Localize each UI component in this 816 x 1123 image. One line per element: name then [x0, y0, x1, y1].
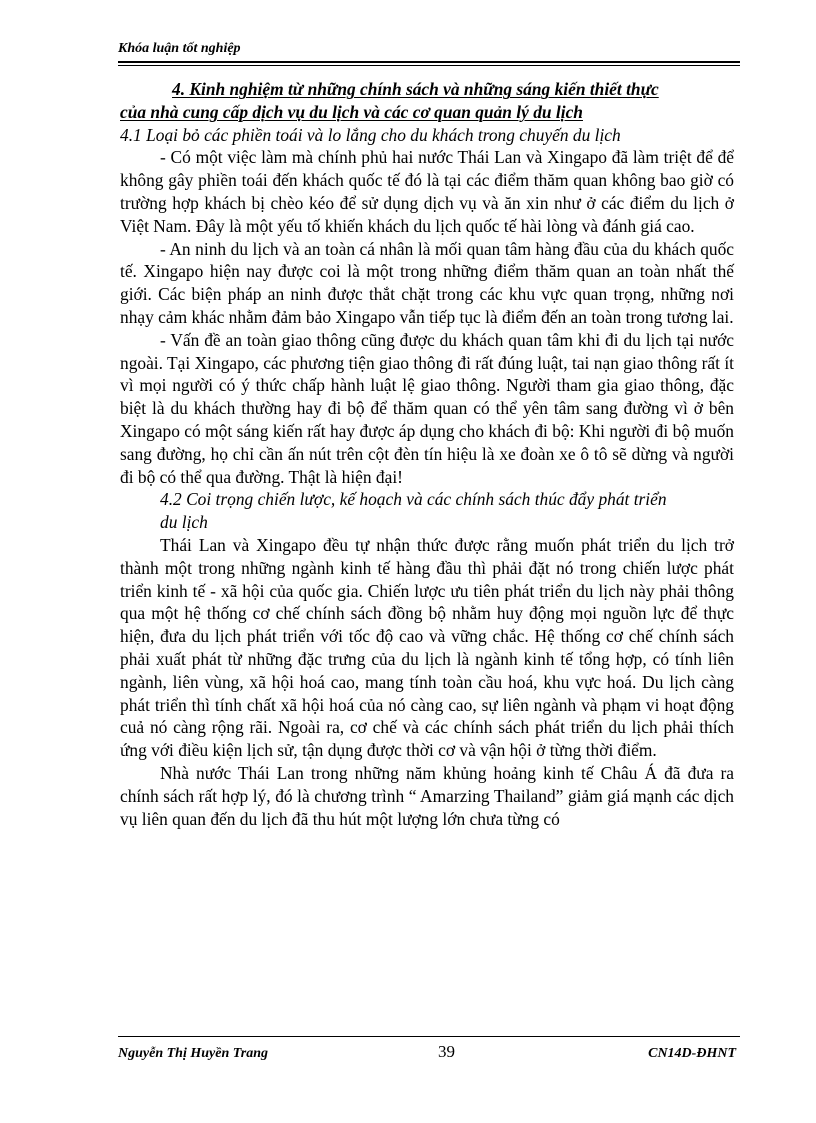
footer-author: Nguyễn Thị Huyền Trang [118, 1046, 268, 1061]
subsection-heading-4-2-line-1: 4.2 Coi trọng chiến lược, kế hoạch và các chính sách thúc đẩy phát triển [160, 489, 667, 510]
header-rule-thick [118, 61, 740, 63]
footer-rule [118, 1036, 740, 1037]
page-number: 39 [438, 1042, 455, 1061]
page-content [120, 78, 734, 830]
paragraph: - An ninh du lịch và an toàn cá nhân là mối quan tâm hàng đầu của du khách quốc tế. Xingapo hiện nay được coi là một trong những điểm thăm quan an toàn nhất thế giới. Các biện pháp an ninh được thắt chặt trong các khu vực quan trọng, những nơi nhạy cảm khác nhằm đảm bảo Xingapo vẫn tiếp tục là điểm đến an toàn trong tương lai. [120, 238, 734, 327]
subsection-heading-4-1: 4.1 Loại bỏ các phiền toái và lo lắng cho du khách trong chuyến du lịch [120, 124, 621, 145]
section-title-line-2: của nhà cung cấp dịch vụ du lịch và các cơ quan quản lý du lịch [120, 101, 583, 122]
paragraph: Nhà nước Thái Lan trong những năm khủng hoảng kinh tế Châu Á đã đưa ra chính sách rất hợp lý, đó là chương trình “ Amarzing Thailand” giảm giá mạnh các dịch vụ liên quan đến du lịch đã thu hút một lượng lớn chưa từng có [120, 762, 734, 829]
paragraph: - Vấn đề an toàn giao thông cũng được du khách quan tâm khi đi du lịch tại nước ngoài. Tại Xingapo, các phương tiện giao thông đi rất đúng luật, tai nạn giao thông rất ít vì mọi người có ý thức chấp hành luật lệ giao thông. Người tham gia giao thông, đặc biệt là du khách thường hay đi bộ để thăm quan có thể yên tâm sang đường vì ở bên Xingapo có một sáng kiến rất hay được áp dụng cho khách đi bộ: Khi người đi bộ muốn sang đường, họ chỉ cần ấn nút trên cột đèn tín hiệu là xe đoàn xe ô tô sẽ dừng và người đi bộ có thể qua đường. Thật là hiện đại! [120, 329, 734, 487]
paragraph: Thái Lan và Xingapo đều tự nhận thức được rằng muốn phát triển du lịch trở thành một trong những ngành kinh tế hàng đầu thì phải đặt nó trong chiến lược phát triển kinh tế - xã hội của quốc gia. Chiến lược ưu tiên phát triển du lịch này phải thông qua một hệ thống cơ chế chính sách đồng bộ nhằm huy động mọi nguồn lực để thực hiện, đưa du lịch phát triển với tốc độ cao và vững chắc. Hệ thống cơ chế chính sách phải xuất phát từ những đặc trưng của du lịch là ngành kinh tế tổng hợp, có tính liên ngành, liên vùng, xã hội hoá cao, mang tính toàn cầu hoá, khu vực hoá. Du lịch càng phát triển thì tính chất xã hội hoá của nó càng cao, sự liên ngành và phạm vi hoạt động cuả nó càng rộng rãi. Ngoài ra, cơ chế và các chính sách phát triển du lịch phải thích ứng với điều kiện lịch sử, tận dụng được thời cơ và vận hội ở từng thời điểm. [120, 534, 734, 761]
page-header [118, 40, 740, 58]
subsection-heading-4-2-line-2: du lịch [160, 512, 208, 533]
paragraph: - Có một việc làm mà chính phủ hai nước Thái Lan và Xingapo đã làm triệt để để không gây phiền toái đến khách quốc tế đó là tại các điểm thăm quan không bao giờ có trường hợp khách bị chèo kéo để sử dụng dịch vụ và ăn xin như ở các điểm du lịch ở Việt Nam. Đây là một yếu tố khiến khách du lịch quốc tế hài lòng và đánh giá cao. [120, 147, 734, 236]
header-title: Khóa luận tốt nghiệp [118, 41, 241, 56]
footer-class-code: CN14D-ĐHNT [648, 1046, 736, 1061]
section-title-line-1: 4. Kinh nghiệm từ những chính sách và những sáng kiến thiết thực [172, 79, 659, 99]
page-footer [118, 1036, 740, 1066]
header-rule-thin [118, 65, 740, 66]
